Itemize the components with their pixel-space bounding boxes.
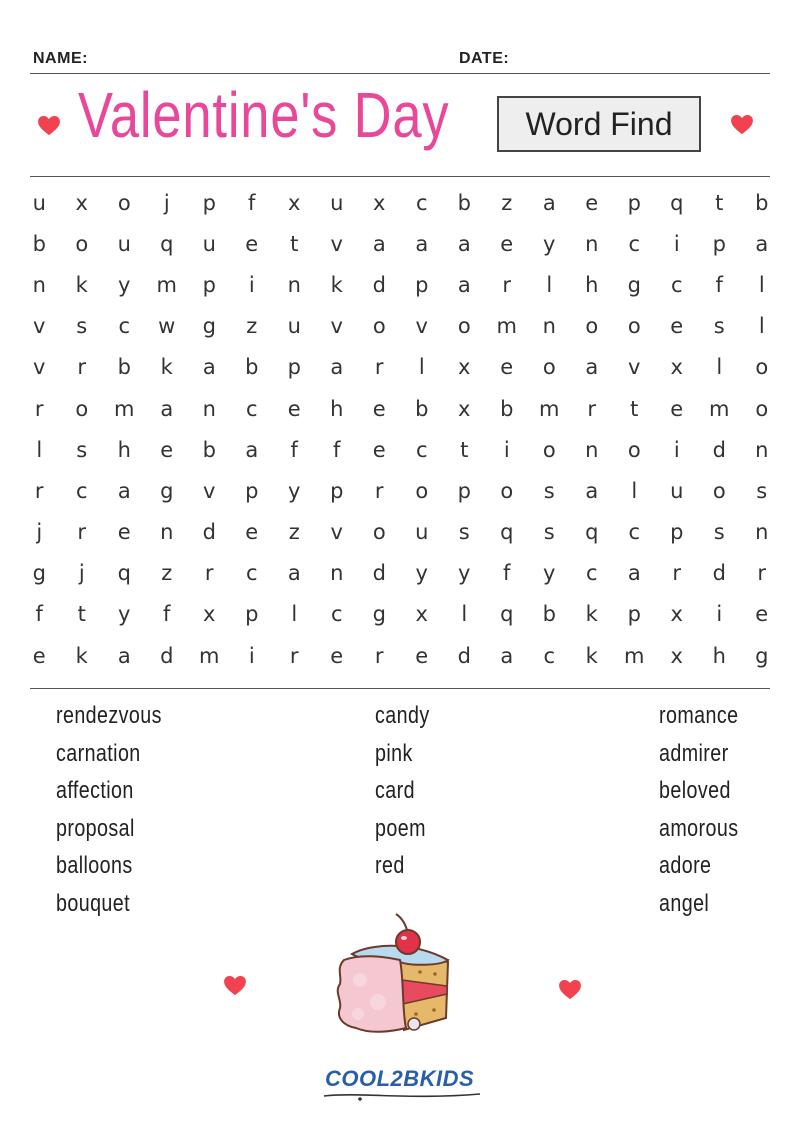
grid-letter: p bbox=[330, 478, 344, 503]
heart-icon bbox=[559, 980, 581, 1000]
grid-letter: r bbox=[77, 355, 87, 380]
grid-letter: m bbox=[114, 396, 135, 421]
grid-letter: y bbox=[118, 602, 131, 627]
grid-letter: e bbox=[372, 437, 386, 462]
grid-letter: k bbox=[75, 272, 88, 297]
grid-letter: t bbox=[77, 602, 86, 627]
grid-letter: j bbox=[163, 190, 170, 215]
grid-letter: l bbox=[546, 272, 553, 297]
grid-letter: d bbox=[712, 437, 726, 462]
grid-letter: t bbox=[460, 437, 469, 462]
grid-letter: a bbox=[585, 355, 599, 380]
grid-letter: o bbox=[627, 437, 641, 462]
grid-letter: a bbox=[542, 190, 556, 215]
grid-letter: h bbox=[712, 643, 726, 668]
grid-letter: a bbox=[117, 643, 131, 668]
name-label: NAME: bbox=[33, 50, 88, 67]
grid-letter: l bbox=[716, 355, 723, 380]
grid-letter: e bbox=[372, 396, 386, 421]
grid-letter: f bbox=[163, 602, 171, 627]
page-title: Valentine's Day bbox=[78, 79, 450, 151]
grid-letter: i bbox=[673, 231, 680, 256]
grid-letter: p bbox=[670, 520, 684, 545]
grid-letter: z bbox=[288, 520, 300, 545]
grid-letter: q bbox=[500, 520, 514, 545]
grid-letter: a bbox=[500, 643, 514, 668]
grid-letter: a bbox=[585, 478, 599, 503]
word-find-badge: Word Find bbox=[497, 96, 701, 152]
heart-icon bbox=[224, 976, 246, 996]
grid-letter: b bbox=[32, 231, 46, 256]
grid-letter: v bbox=[330, 231, 343, 256]
word-item: adore bbox=[659, 852, 712, 880]
grid-letter: r bbox=[502, 272, 512, 297]
grid-letter: j bbox=[78, 561, 85, 586]
grid-letter: i bbox=[503, 437, 510, 462]
grid-letter: x bbox=[288, 190, 301, 215]
grid-letter: y bbox=[543, 231, 556, 256]
grid-letter: t bbox=[630, 396, 639, 421]
grid-letter: d bbox=[160, 643, 174, 668]
grid-letter: n bbox=[287, 272, 301, 297]
grid-letter: e bbox=[670, 396, 684, 421]
grid-letter: g bbox=[202, 314, 216, 339]
grid-letter: v bbox=[415, 314, 428, 339]
grid-letter: p bbox=[245, 478, 259, 503]
grid-letter: n bbox=[160, 520, 174, 545]
grid-letter: p bbox=[627, 602, 641, 627]
grid-letter: a bbox=[287, 561, 301, 586]
grid-letter: e bbox=[245, 231, 259, 256]
grid-letter: a bbox=[330, 355, 344, 380]
word-item: admirer bbox=[659, 739, 729, 767]
grid-letter: y bbox=[458, 561, 471, 586]
grid-letter: p bbox=[287, 355, 301, 380]
grid-letter: r bbox=[672, 561, 682, 586]
grid-letter: o bbox=[457, 314, 471, 339]
word-item: affection bbox=[56, 777, 134, 805]
grid-letter: s bbox=[543, 478, 555, 503]
grid-letter: o bbox=[712, 478, 726, 503]
grid-letter: r bbox=[34, 478, 44, 503]
letter-grid bbox=[18, 182, 783, 676]
grid-letter: p bbox=[202, 272, 216, 297]
grid-letter: o bbox=[117, 190, 131, 215]
grid-letter: v bbox=[203, 478, 216, 503]
grid-letter: b bbox=[542, 602, 556, 627]
grid-letter: r bbox=[587, 396, 597, 421]
grid-letter: x bbox=[670, 602, 683, 627]
grid-letter: q bbox=[117, 561, 131, 586]
grid-letter: v bbox=[330, 520, 343, 545]
grid-letter: c bbox=[670, 272, 683, 297]
grid-letter: q bbox=[160, 231, 174, 256]
grid-letter: q bbox=[670, 190, 684, 215]
grid-letter: c bbox=[415, 437, 428, 462]
grid-letter: g bbox=[627, 272, 641, 297]
grid-letter: k bbox=[330, 272, 343, 297]
word-item: rendezvous bbox=[56, 702, 162, 729]
grid-letter: c bbox=[628, 231, 641, 256]
brand-name: COOL2BKIDS bbox=[325, 1066, 475, 1091]
date-label: DATE: bbox=[459, 50, 510, 67]
word-item: carnation bbox=[56, 739, 141, 767]
word-list-column-2 bbox=[375, 702, 442, 890]
grid-letter: u bbox=[415, 520, 429, 545]
grid-letter: r bbox=[289, 643, 299, 668]
grid-letter: j bbox=[36, 520, 43, 545]
word-item: angel bbox=[659, 889, 710, 917]
grid-letter: m bbox=[496, 314, 517, 339]
grid-letter: f bbox=[35, 602, 43, 627]
grid-letter: f bbox=[503, 561, 511, 586]
grid-letter: c bbox=[75, 478, 88, 503]
grid-letter: r bbox=[757, 561, 767, 586]
grid-letter: a bbox=[372, 231, 386, 256]
grid-letter: u bbox=[117, 231, 131, 256]
word-item: proposal bbox=[56, 814, 135, 842]
word-item: card bbox=[375, 777, 415, 805]
grid-letter: q bbox=[585, 520, 599, 545]
grid-letter: a bbox=[457, 272, 471, 297]
grid-letter: m bbox=[199, 643, 220, 668]
grid-letter: b bbox=[415, 396, 429, 421]
grid-letter: a bbox=[117, 478, 131, 503]
grid-letter: p bbox=[245, 602, 259, 627]
grid-letter: c bbox=[543, 643, 556, 668]
brand-underline-icon bbox=[320, 1090, 490, 1102]
grid-letter: u bbox=[330, 190, 344, 215]
grid-letter: e bbox=[32, 643, 46, 668]
grid-letter: b bbox=[117, 355, 131, 380]
grid-letter: r bbox=[34, 396, 44, 421]
grid-letter: c bbox=[628, 520, 641, 545]
grid-letter: u bbox=[670, 478, 684, 503]
grid-letter: v bbox=[628, 355, 641, 380]
grid-letter: d bbox=[202, 520, 216, 545]
grid-letter: b bbox=[202, 437, 216, 462]
grid-letter: n bbox=[542, 314, 556, 339]
grid-letter: c bbox=[245, 396, 258, 421]
grid-letter: l bbox=[291, 602, 298, 627]
grid-letter: e bbox=[287, 396, 301, 421]
grid-letter: s bbox=[756, 478, 768, 503]
grid-letter: s bbox=[713, 520, 725, 545]
grid-letter: e bbox=[160, 437, 174, 462]
grid-letter: o bbox=[372, 314, 386, 339]
grid-letter: k bbox=[585, 602, 598, 627]
grid-letter: p bbox=[712, 231, 726, 256]
grid-letter: e bbox=[585, 190, 599, 215]
grid-letter: d bbox=[372, 272, 386, 297]
grid-letter: n bbox=[330, 561, 344, 586]
grid-letter: x bbox=[458, 396, 471, 421]
grid-letter: s bbox=[458, 520, 470, 545]
word-item: candy bbox=[375, 702, 430, 729]
grid-letter: l bbox=[461, 602, 468, 627]
grid-letter: g bbox=[372, 602, 386, 627]
grid-letter: l bbox=[758, 314, 765, 339]
grid-letter: z bbox=[246, 314, 258, 339]
grid-letter: k bbox=[585, 643, 598, 668]
grid-letter: x bbox=[415, 602, 428, 627]
grid-letter: r bbox=[374, 355, 384, 380]
grid-letter: n bbox=[755, 520, 769, 545]
word-item: red bbox=[375, 852, 405, 880]
word-item: pink bbox=[375, 739, 413, 767]
grid-letter: e bbox=[330, 643, 344, 668]
grid-letter: p bbox=[457, 478, 471, 503]
grid-letter: v bbox=[33, 314, 46, 339]
grid-letter: x bbox=[670, 355, 683, 380]
grid-letter: t bbox=[715, 190, 724, 215]
grid-letter: p bbox=[627, 190, 641, 215]
cake-slice-icon bbox=[330, 910, 460, 1040]
grid-letter: h bbox=[330, 396, 344, 421]
grid-letter: u bbox=[287, 314, 301, 339]
word-list-column-1 bbox=[56, 702, 185, 928]
grid-letter: r bbox=[374, 643, 384, 668]
grid-letter: q bbox=[500, 602, 514, 627]
grid-letter: r bbox=[204, 561, 214, 586]
grid-letter: y bbox=[118, 272, 131, 297]
grid-letter: z bbox=[501, 190, 513, 215]
grid-letter: o bbox=[755, 355, 769, 380]
grid-letter: o bbox=[755, 396, 769, 421]
grid-letter: a bbox=[457, 231, 471, 256]
grid-letter: o bbox=[542, 437, 556, 462]
grid-letter: t bbox=[290, 231, 299, 256]
grid-letter: o bbox=[75, 396, 89, 421]
grid-letter: l bbox=[758, 272, 765, 297]
grid-letter: o bbox=[627, 314, 641, 339]
grid-top-divider bbox=[30, 176, 770, 177]
grid-letter: h bbox=[117, 437, 131, 462]
grid-letter: c bbox=[118, 314, 131, 339]
heart-icon bbox=[38, 116, 60, 136]
header-divider bbox=[30, 73, 770, 74]
grid-letter: m bbox=[156, 272, 177, 297]
grid-letter: f bbox=[248, 190, 256, 215]
grid-letter: l bbox=[36, 437, 43, 462]
word-item: balloons bbox=[56, 852, 133, 880]
grid-letter: b bbox=[245, 355, 259, 380]
grid-letter: x bbox=[75, 190, 88, 215]
grid-letter: a bbox=[202, 355, 216, 380]
grid-letter: c bbox=[585, 561, 598, 586]
grid-letter: o bbox=[372, 520, 386, 545]
grid-letter: u bbox=[202, 231, 216, 256]
grid-letter: r bbox=[77, 520, 87, 545]
grid-letter: h bbox=[585, 272, 599, 297]
grid-letter: n bbox=[202, 396, 216, 421]
grid-letter: a bbox=[755, 231, 769, 256]
grid-letter: d bbox=[372, 561, 386, 586]
grid-letter: a bbox=[627, 561, 641, 586]
grid-letter: n bbox=[755, 437, 769, 462]
grid-letter: z bbox=[161, 561, 173, 586]
grid-letter: n bbox=[585, 231, 599, 256]
grid-letter: x bbox=[458, 355, 471, 380]
grid-letter: n bbox=[585, 437, 599, 462]
grid-letter: e bbox=[670, 314, 684, 339]
grid-letter: y bbox=[288, 478, 301, 503]
grid-letter: s bbox=[76, 314, 88, 339]
grid-letter: g bbox=[32, 561, 46, 586]
grid-letter: v bbox=[33, 355, 46, 380]
grid-letter: f bbox=[290, 437, 298, 462]
grid-letter: m bbox=[539, 396, 560, 421]
grid-letter: e bbox=[245, 520, 259, 545]
grid-letter: m bbox=[624, 643, 645, 668]
grid-letter: c bbox=[415, 190, 428, 215]
grid-letter: d bbox=[457, 643, 471, 668]
grid-letter: y bbox=[415, 561, 428, 586]
grid-letter: k bbox=[75, 643, 88, 668]
grid-letter: o bbox=[500, 478, 514, 503]
brand-logo bbox=[320, 1062, 490, 1102]
grid-letter: a bbox=[415, 231, 429, 256]
grid-letter: o bbox=[542, 355, 556, 380]
grid-letter: b bbox=[755, 190, 769, 215]
grid-letter: c bbox=[245, 561, 258, 586]
grid-letter: e bbox=[415, 643, 429, 668]
grid-letter: f bbox=[333, 437, 341, 462]
grid-letter: i bbox=[248, 272, 255, 297]
grid-letter: l bbox=[631, 478, 638, 503]
grid-letter: c bbox=[330, 602, 343, 627]
grid-letter: e bbox=[117, 520, 131, 545]
grid-letter: b bbox=[500, 396, 514, 421]
grid-letter: i bbox=[716, 602, 723, 627]
grid-letter: e bbox=[500, 355, 514, 380]
grid-letter: p bbox=[202, 190, 216, 215]
grid-letter: e bbox=[755, 602, 769, 627]
word-item: amorous bbox=[659, 814, 739, 842]
grid-letter: b bbox=[457, 190, 471, 215]
grid-letter: s bbox=[76, 437, 88, 462]
grid-letter: s bbox=[713, 314, 725, 339]
grid-letter: x bbox=[670, 643, 683, 668]
grid-letter: i bbox=[248, 643, 255, 668]
grid-letter: o bbox=[585, 314, 599, 339]
word-list-column-3 bbox=[659, 702, 756, 928]
word-item: poem bbox=[375, 814, 426, 842]
grid-letter: r bbox=[374, 478, 384, 503]
grid-letter: a bbox=[245, 437, 259, 462]
grid-letter: l bbox=[418, 355, 425, 380]
grid-letter: i bbox=[673, 437, 680, 462]
grid-letter: g bbox=[755, 643, 769, 668]
grid-letter: e bbox=[500, 231, 514, 256]
grid-letter: p bbox=[415, 272, 429, 297]
word-item: beloved bbox=[659, 777, 731, 805]
grid-letter: n bbox=[32, 272, 46, 297]
grid-letter: m bbox=[709, 396, 730, 421]
word-item: romance bbox=[659, 702, 739, 729]
grid-letter: f bbox=[715, 272, 723, 297]
grid-letter: x bbox=[373, 190, 386, 215]
grid-letter: y bbox=[543, 561, 556, 586]
grid-letter: g bbox=[160, 478, 174, 503]
heart-icon bbox=[731, 115, 753, 135]
grid-letter: w bbox=[158, 314, 176, 339]
grid-bottom-divider bbox=[30, 688, 770, 689]
grid-letter: s bbox=[543, 520, 555, 545]
grid-letter: x bbox=[203, 602, 216, 627]
grid-letter: v bbox=[330, 314, 343, 339]
grid-letter: o bbox=[415, 478, 429, 503]
grid-letter: u bbox=[32, 190, 46, 215]
word-item: bouquet bbox=[56, 889, 131, 917]
grid-letter: o bbox=[75, 231, 89, 256]
grid-letter: a bbox=[160, 396, 174, 421]
grid-letter: k bbox=[160, 355, 173, 380]
grid-letter: d bbox=[712, 561, 726, 586]
